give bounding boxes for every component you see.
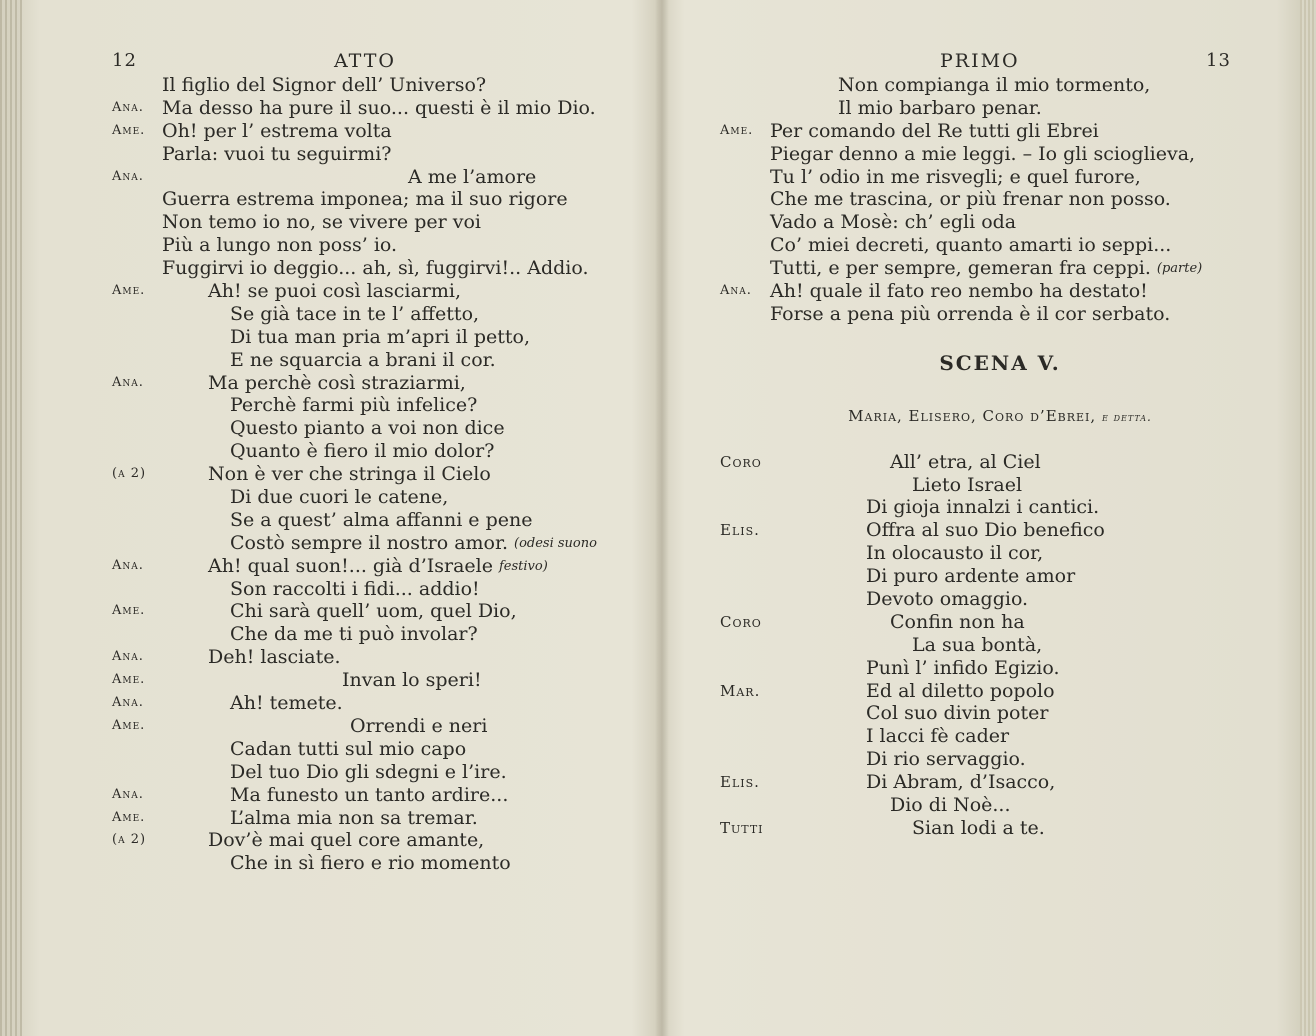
verse-line (112, 578, 632, 601)
verse-line (720, 257, 1240, 280)
verse-line (112, 120, 632, 143)
page-edges-left (0, 0, 22, 1036)
verse-text: I lacci fè cader (866, 725, 1010, 748)
verse-text: Ah! quale il fato reo nembo ha destato! (770, 280, 1148, 303)
verse-line (720, 680, 1240, 703)
verse-text: Parla: vuoi tu seguirmi? (162, 142, 392, 165)
verse-text: Fuggirvi io deggio... ah, sì, fuggirvi!.. Addio. (162, 257, 589, 280)
verse-text: Non compianga il mio tormento, (838, 74, 1151, 96)
verse-text: Oh! per l’ estrema volta (162, 119, 392, 142)
verse-text: Questo pianto a voi non dice (230, 417, 505, 440)
verse-text: All’ etra, al Ciel (890, 450, 1041, 473)
verse-line (720, 303, 1240, 326)
chorus-text (720, 451, 1240, 840)
verse-text: Il figlio del Signor dell’ Universo? (162, 74, 487, 96)
verse-line (720, 817, 1240, 840)
verse-line (112, 761, 632, 784)
verse-line (112, 417, 632, 440)
verse-line (112, 555, 632, 578)
verse-line (720, 211, 1240, 234)
speaker-label: Ana. (112, 99, 144, 115)
verse-text: Non temo io no, se vivere per voi (162, 211, 481, 234)
speaker-label: Tutti (720, 818, 764, 837)
speaker-label: Ame. (720, 122, 754, 138)
verse-line (720, 771, 1240, 794)
speaker-label: Ana. (112, 649, 144, 665)
characters-list: Maria, Elisero, Coro d’Ebrei, (848, 406, 1097, 425)
verse-line (720, 188, 1240, 211)
verse-text: Di gioja innalzi i cantici. (866, 496, 1100, 519)
verse-text: Di tua man pria m’apri il petto, (230, 325, 530, 348)
verse-line (720, 519, 1240, 542)
left-page-text (112, 74, 632, 875)
verse-text: Il mio barbaro penar. (838, 96, 1042, 119)
speaker-label: Ana. (112, 695, 144, 711)
verse-text: Punì l’ infido Egizio. (866, 656, 1060, 679)
verse-line (720, 496, 1240, 519)
verse-line (112, 280, 632, 303)
stage-direction: festivo) (498, 558, 548, 574)
book-gutter (655, 0, 669, 1036)
speaker-label: Coro (720, 452, 762, 471)
verse-line (112, 784, 632, 807)
verse-text: Ma perchè così straziarmi, (208, 371, 466, 394)
left-page-header (112, 50, 632, 74)
verse-text: Orrendi e neri (350, 714, 488, 737)
running-head: PRIMO (940, 50, 1020, 72)
verse-line (112, 669, 632, 692)
verse-line (720, 474, 1240, 497)
verse-line (720, 748, 1240, 771)
verse-text: Costò sempre il nostro amor. (230, 531, 509, 554)
verse-line (720, 588, 1240, 611)
speaker-label: Ame. (112, 672, 146, 688)
verse-line (720, 794, 1240, 817)
speaker-label: Ana. (112, 557, 144, 573)
verse-text: L’alma mia non sa tremar. (230, 806, 478, 829)
running-head: ATTO (334, 50, 396, 72)
speaker-label: Elis. (720, 521, 760, 540)
page-number: 12 (112, 50, 137, 71)
verse-text: Ah! qual suon!... già d’Israele (208, 554, 493, 577)
verse-text: Son raccolti i fidi... addio! (230, 577, 480, 600)
verse-text: Che me trascina, or più frenar non posso. (770, 188, 1171, 211)
verse-line (720, 74, 1240, 97)
verse-line (720, 97, 1240, 120)
speaker-label: Ame. (112, 717, 146, 733)
verse-line (720, 234, 1240, 257)
verse-text: Di due cuori le catene, (230, 486, 449, 509)
verse-line (720, 634, 1240, 657)
verse-text: Guerra estrema imponea; ma il suo rigore (162, 188, 568, 211)
verse-line (720, 611, 1240, 634)
verse-text: Di Abram, d’Isacco, (866, 771, 1056, 794)
verse-text: Ed al diletto popolo (866, 679, 1055, 702)
verse-text: Devoto omaggio. (866, 587, 1029, 610)
verse-line (112, 188, 632, 211)
scene-title: SCENA V. (939, 350, 1061, 375)
verse-text: Se già tace in te l’ affetto, (230, 302, 480, 325)
speaker-label: (a 2) (112, 832, 147, 848)
speaker-label: Ana. (112, 168, 144, 184)
verse-text: Ma funesto un tanto ardire... (230, 783, 509, 806)
verse-text: Co’ miei decreti, quanto amarti io seppi... (770, 234, 1172, 257)
verse-line (112, 349, 632, 372)
speaker-label: Elis. (720, 773, 760, 792)
speaker-label: Ana. (112, 786, 144, 802)
verse-text: Sian lodi a te. (912, 816, 1045, 839)
verse-text: Se a quest’ alma affanni e pene (230, 508, 533, 531)
verse-line (112, 257, 632, 280)
verse-line (112, 166, 632, 189)
verse-line (720, 166, 1240, 189)
verse-line (112, 234, 632, 257)
verse-text: Di puro ardente amor (866, 565, 1076, 588)
verse-line (112, 143, 632, 166)
verse-line (720, 702, 1240, 725)
verse-text: Del tuo Dio gli sdegni e l’ire. (230, 760, 507, 783)
right-page-header (720, 50, 1240, 74)
speaker-label: Mar. (720, 681, 761, 700)
verse-text: Cadan tutti sul mio capo (230, 737, 467, 760)
verse-text: Piegar denno a mie leggi. – Io gli scioglieva, (770, 142, 1196, 165)
speaker-label: (a 2) (112, 466, 147, 482)
verse-line (112, 394, 632, 417)
verse-line (112, 532, 632, 555)
verse-line (720, 451, 1240, 474)
verse-line (112, 372, 632, 395)
speaker-label: Ana. (720, 283, 752, 299)
right-page-text (720, 74, 1240, 326)
right-page (720, 50, 1240, 840)
verse-line (112, 646, 632, 669)
verse-line (112, 509, 632, 532)
verse-text: A me l’amore (408, 165, 537, 188)
verse-line (112, 486, 632, 509)
verse-text: Che da me ti può involar? (230, 623, 478, 646)
verse-text: Perchè farmi più infelice? (230, 394, 478, 417)
speaker-label: Coro (720, 612, 762, 631)
verse-line (112, 715, 632, 738)
speaker-label: Ame. (112, 809, 146, 825)
verse-line (720, 143, 1240, 166)
verse-text: Che in sì fiero e rio momento (230, 852, 511, 875)
verse-text: Per comando del Re tutti gli Ebrei (770, 119, 1099, 142)
verse-text: Lieto Israel (912, 473, 1023, 496)
verse-line (720, 657, 1240, 680)
speaker-label: Ame. (112, 283, 146, 299)
verse-text: Dov’è mai quel core amante, (208, 829, 485, 852)
verse-text: Di rio servaggio. (866, 748, 1026, 771)
verse-line (112, 829, 632, 852)
scene-characters (720, 405, 1240, 429)
verse-line (720, 565, 1240, 588)
verse-line (112, 600, 632, 623)
speaker-label: Ana. (112, 374, 144, 390)
verse-text: Non è ver che stringa il Cielo (208, 463, 491, 486)
verse-line (112, 326, 632, 349)
verse-line (112, 440, 632, 463)
speaker-label: Ame. (112, 603, 146, 619)
verse-line (112, 692, 632, 715)
verse-text: Forse a pena più orrenda è il cor serbato. (770, 302, 1171, 325)
page-number: 13 (1206, 50, 1231, 71)
verse-line (112, 852, 632, 875)
verse-text: Ah! se puoi così lasciarmi, (208, 280, 461, 303)
stage-direction: (parte) (1156, 261, 1203, 277)
verse-text: Deh! lasciate. (208, 646, 341, 669)
verse-text: Dio di Noè... (890, 793, 1011, 816)
stage-direction: (odesi suono (514, 535, 597, 551)
verse-line (720, 542, 1240, 565)
verse-line (112, 211, 632, 234)
characters-note: e detta. (1101, 409, 1152, 424)
verse-line (112, 74, 632, 97)
verse-line (112, 738, 632, 761)
verse-text: Col suo divin poter (866, 702, 1049, 725)
verse-line (112, 463, 632, 486)
verse-line (112, 623, 632, 646)
page-edges-right (1300, 0, 1316, 1036)
verse-text: Ma desso ha pure il suo... questi è il mio Dio. (162, 96, 596, 119)
verse-line (720, 280, 1240, 303)
verse-line (112, 97, 632, 120)
left-page (112, 50, 632, 875)
verse-text: Ah! temete. (230, 692, 343, 715)
verse-text: Quanto è fiero il mio dolor? (230, 440, 495, 463)
verse-text: Offra al suo Dio benefico (866, 519, 1105, 542)
verse-text: Confin non ha (890, 610, 1025, 633)
verse-text: In olocausto il cor, (866, 542, 1044, 565)
verse-line (720, 725, 1240, 748)
verse-text: La sua bontà, (912, 633, 1043, 656)
verse-line (720, 120, 1240, 143)
verse-text: Più a lungo non poss’ io. (162, 234, 398, 257)
verse-text: Tu l’ odio in me risvegli; e quel furore, (770, 165, 1141, 188)
verse-text: Tutti, e per sempre, gemeran fra ceppi. (770, 257, 1151, 280)
speaker-label: Ame. (112, 122, 146, 138)
verse-text: Vado a Mosè: ch’ egli oda (770, 211, 1017, 234)
verse-text: Invan lo speri! (342, 669, 482, 692)
verse-text: Chi sarà quell’ uom, quel Dio, (230, 600, 517, 623)
verse-line (112, 807, 632, 830)
verse-text: E ne squarcia a brani il cor. (230, 348, 496, 371)
verse-line (112, 303, 632, 326)
